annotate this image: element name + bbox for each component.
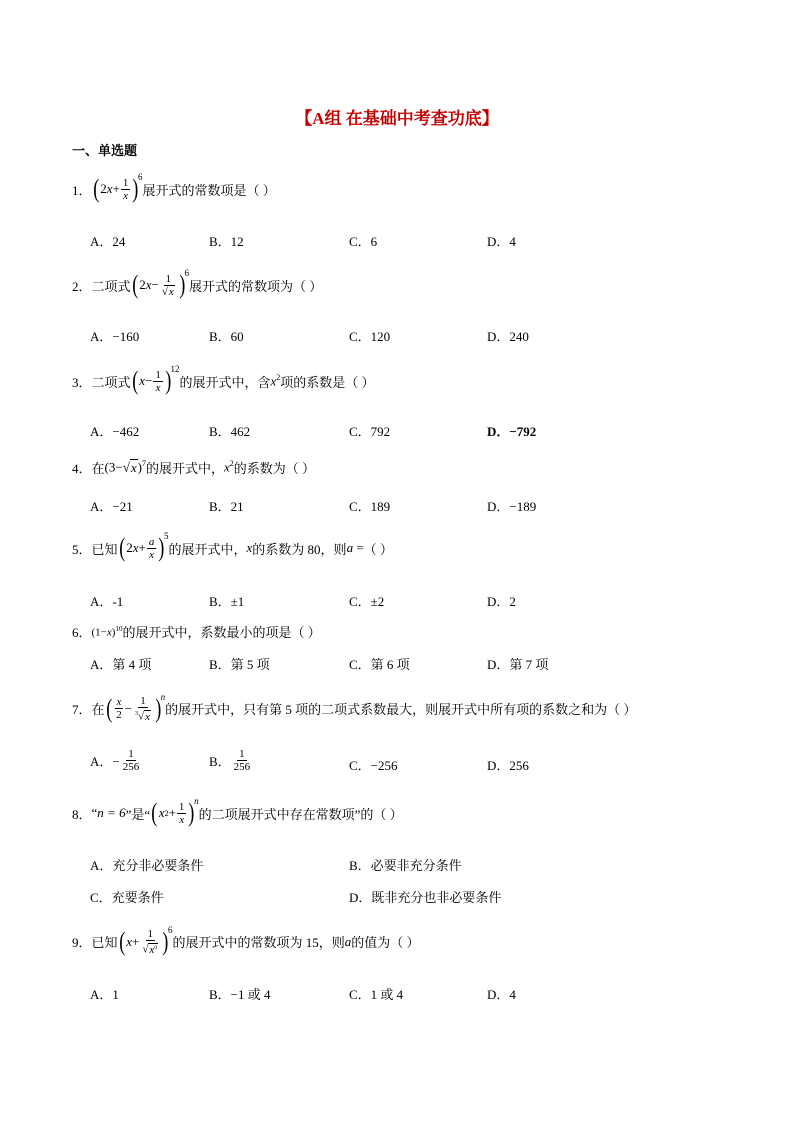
variable: a [344,933,352,949]
option-d[interactable]: D．4 [487,987,516,1002]
term: $x^2$ [223,459,234,475]
expression: ( 2 x + $\frac{a}{x}$ ) 5 [118,531,169,562]
option-b[interactable]: B．60 [209,329,244,344]
question-1 [72,172,276,203]
option-d[interactable]: D．−189 [487,499,537,514]
option-c[interactable]: C．120 [349,329,391,344]
option-c[interactable]: C．±2 [349,594,385,609]
option-c[interactable]: C．1 或 4 [349,987,404,1002]
option-a[interactable]: A．−160 [90,329,140,344]
variable: a [346,540,354,555]
option-d[interactable]: D．4 [487,234,516,249]
question-prefix: 在 [91,702,105,718]
option-b[interactable]: B．−1 或 4 [209,987,271,1002]
question-text-2: 的系数为（ ） [233,461,316,476]
expression: $(1-x)^{10}$ [91,624,123,639]
expression: $(3-√x)^7$ [104,459,146,475]
question-number: 7． [72,702,92,718]
option-b[interactable]: B．12 [209,234,244,249]
question-prefix: 二项式 [91,374,131,390]
question-text: 的展开式中，含 [179,374,271,390]
question-prefix: 已知 [91,935,118,951]
option-a[interactable]: A．24 [90,234,126,249]
option-b[interactable]: B．必要非充分条件 [349,858,462,873]
option-a[interactable]: A．充分非必要条件 [90,858,204,873]
question-text: 的二项展开式中存在常数项”的（ ） [198,806,403,822]
option-c[interactable]: C．充要条件 [90,890,164,905]
question-prefix: 在 [91,461,105,476]
option-b[interactable]: B．462 [209,424,251,439]
expression: ( 2 x − $\frac{1}{√x}$ ) 6 [131,268,189,299]
question-text: 展开式的常数项是（ ） [142,182,276,198]
question-text-2: 的系数为 80，则 [252,541,347,557]
question-9 [72,924,420,956]
condition: n = 6 [97,805,126,820]
option-c[interactable]: C．第 6 项 [349,657,410,672]
question-number: 9． [72,935,92,951]
question-text-2: 的值为（ ） [351,935,420,951]
question-text: 的展开式中， [168,541,247,557]
option-b[interactable]: B．21 [209,499,244,514]
question-text: 的展开式中的常数项为 15，则 [172,935,345,951]
question-text: 的展开式中，只有第 5 项的二项式系数最大，则展开式中所有项的系数之和为（ ） [165,702,637,718]
question-number: 5． [72,541,92,557]
option-d[interactable]: D．2 [487,594,516,609]
term: x [246,540,253,555]
expression: ( 2 x + $\frac{1}{x}$ ) 6 [92,172,143,203]
expression: ( $\frac{x}{2}$ − $\frac{1}{^3√x}$ ) n [105,691,166,723]
option-a[interactable]: A．第 4 项 [90,657,152,672]
question-number: 3． [72,374,92,390]
option-c[interactable]: C．792 [349,424,391,439]
question-number: 8． [72,806,92,822]
question-number: 4． [72,461,92,476]
expression: ( x 2 + $\frac{1}{x}$ ) n [151,796,199,827]
question-prefix: 二项式 [91,278,131,294]
question-number: 2． [72,278,92,294]
option-d[interactable]: D．256 [487,758,529,773]
option-d[interactable]: D．第 7 项 [487,657,549,672]
option-a[interactable]: A．1 [90,987,119,1002]
question-text-3: （ ） [363,541,393,557]
expression: ( x + $\frac{1}{√x^a}$ ) 6 [118,924,173,956]
option-b[interactable]: B．±1 [209,594,245,609]
question-5: 5． 已知 ( 2 x + $\frac{a}{x}$ ) 5 的展开式中， x 的系数为 80，则 a = （ ） [72,531,393,562]
question-6 [72,622,321,641]
option-b[interactable]: B．第 5 项 [209,657,270,672]
question-text: 展开式的常数项为（ ） [188,278,323,294]
question-4 [72,458,315,477]
option-d[interactable]: D．既非充分也非必要条件 [349,890,502,905]
question-number: 6． [72,625,92,640]
section-heading: 一、单选题 [72,143,138,158]
question-prefix: 已知 [91,541,118,557]
option-c[interactable]: C．189 [349,499,391,514]
option-a[interactable]: A．− $\frac{1}{256}$ [90,748,140,773]
option-b[interactable]: B． $\frac{1}{256}$ [209,748,251,773]
question-3 [72,364,375,395]
page-title: 【A组 在基础中考查功底】 [295,109,499,128]
question-text-2: 项的系数是（ ） [280,374,375,390]
option-a[interactable]: A．−462 [90,424,140,439]
option-d[interactable]: D．240 [487,329,529,344]
question-8: 8． “ n = 6 ”是“ ( x 2 + $\frac{1}{x}$ ) n 的二项展开式中存在常数项”的（ ） [72,796,403,827]
question-text: 的展开式中， [145,461,224,476]
expression: ( x − $\frac{1}{x}$ ) 12 [131,364,180,395]
question-number: 1． [72,182,92,198]
option-a[interactable]: A．-1 [90,594,124,609]
option-a[interactable]: A．−21 [90,499,133,514]
question-2 [72,268,323,299]
option-d[interactable]: D．−792 [487,424,537,439]
option-c[interactable]: C．6 [349,234,378,249]
question-text: 的展开式中，系数最小的项是（ ） [122,625,321,640]
option-c[interactable]: C．−256 [349,758,398,773]
term: $x^2$ [270,372,281,389]
question-7 [72,691,637,723]
